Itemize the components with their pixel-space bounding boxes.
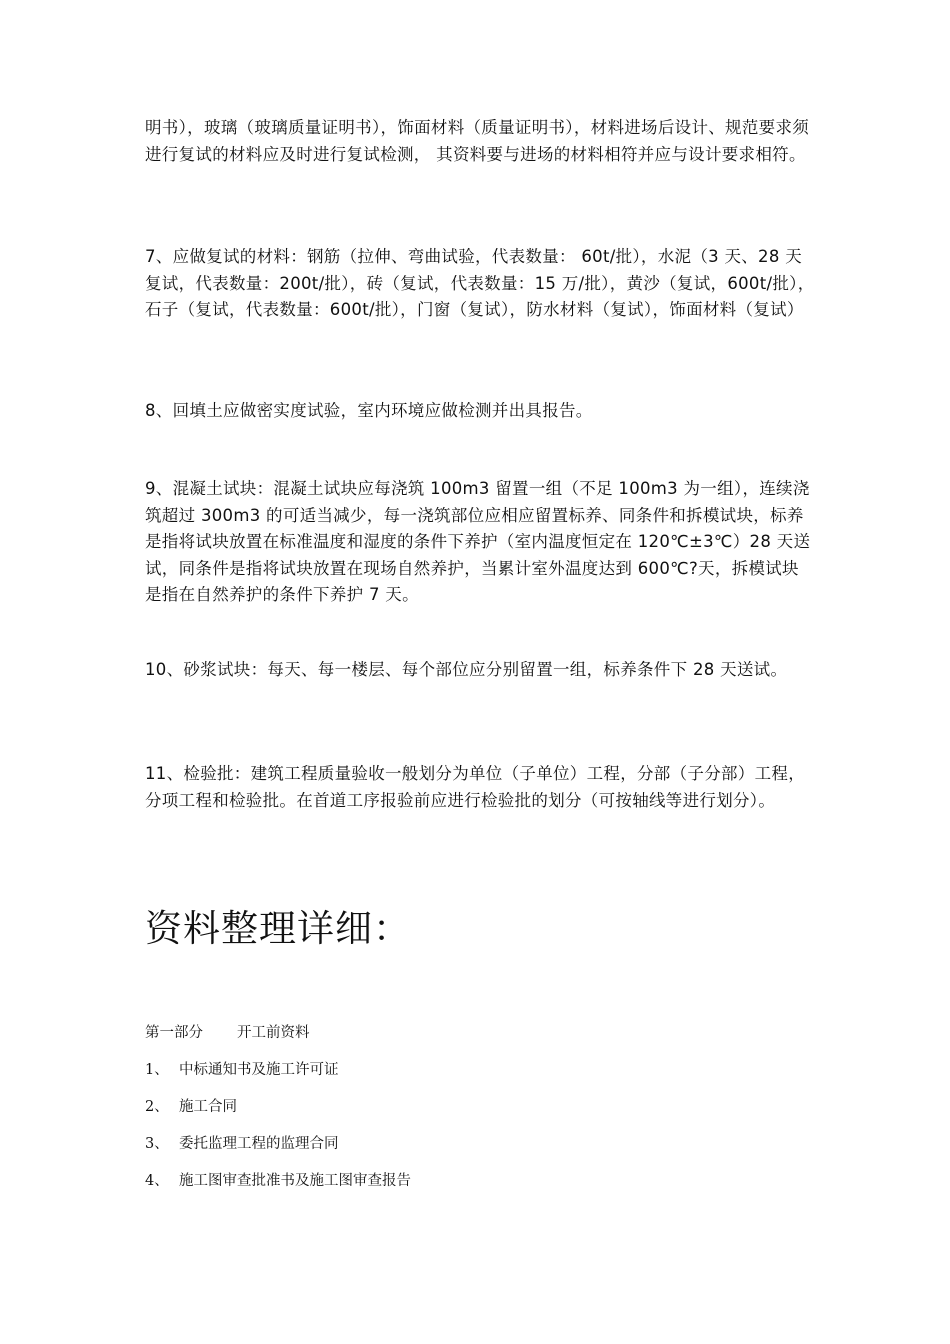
list-item — [145, 1133, 339, 1155]
section-heading: 资料整理详细： — [145, 907, 411, 950]
paragraph-item-10: 10、砂浆试块：每天、每一楼层、每个部位应分别留置一组，标养条件下 28 天送试。 — [145, 660, 788, 679]
part-title: 第一部分 — [145, 1025, 203, 1041]
list-item — [145, 1096, 237, 1118]
list-item-text: 中标通知书及施工许可证 — [179, 1062, 339, 1078]
part-title-line — [145, 1022, 310, 1044]
paragraph-material-certificates: 明书），玻璃（玻璃质量证明书），饰面材料（质量证明书），材料进场后设计、规范要求须进行复试的材料应及时进行复试检测， 其资料要与进场的材料相符并应与设计要求相符。 — [145, 118, 810, 164]
paragraph-item-7: 7、应做复试的材料：钢筋（拉伸、弯曲试验，代表数量： 60t/批），水泥（3 天、28 天复试，代表数量：200t/批），砖（复试，代表数量：15 万/批），黄沙（复试，600t/批），石子（复试，代表数量：600t/批），门窗（复试），防水材料（复试），饰面材料（复试） — [145, 247, 815, 319]
list-item-number: 1、 — [145, 1062, 169, 1078]
list-item-number: 3、 — [145, 1136, 169, 1152]
list-item-number: 2、 — [145, 1099, 169, 1115]
list-item-number: 4、 — [145, 1173, 169, 1189]
list-item-text: 委托监理工程的监理合同 — [179, 1136, 339, 1152]
part-name: 开工前资料 — [237, 1025, 310, 1041]
paragraph-item-9: 9、混凝土试块：混凝土试块应每浇筑 100m3 留置一组（不足 100m3 为一组），连续浇筑超过 300m3 的可适当减少，每一浇筑部位应相应留置标养、同条件和拆模试块，标养是指将试块放置在标准温度和湿度的条件下养护（室内温度恒定在 120℃±3℃）28 天送试，同条件是指将试块放置在现场自然养护，当累计室外温度达到 600℃?天，拆模试块是指在自然养护的条件下养护 7 天。 — [145, 479, 811, 604]
list-item-text: 施工合同 — [179, 1099, 237, 1115]
list-item-text: 施工图审查批准书及施工图审查报告 — [179, 1173, 411, 1189]
list-item — [145, 1170, 411, 1192]
paragraph-item-8: 8、回填土应做密实度试验，室内环境应做检测并出具报告。 — [145, 401, 593, 420]
paragraph-item-11: 11、检验批：建筑工程质量验收一般划分为单位（子单位）工程，分部（子分部）工程，分项工程和检验批。在首道工序报验前应进行检验批的划分（可按轴线等进行划分）。 — [145, 764, 805, 810]
list-item — [145, 1059, 339, 1081]
